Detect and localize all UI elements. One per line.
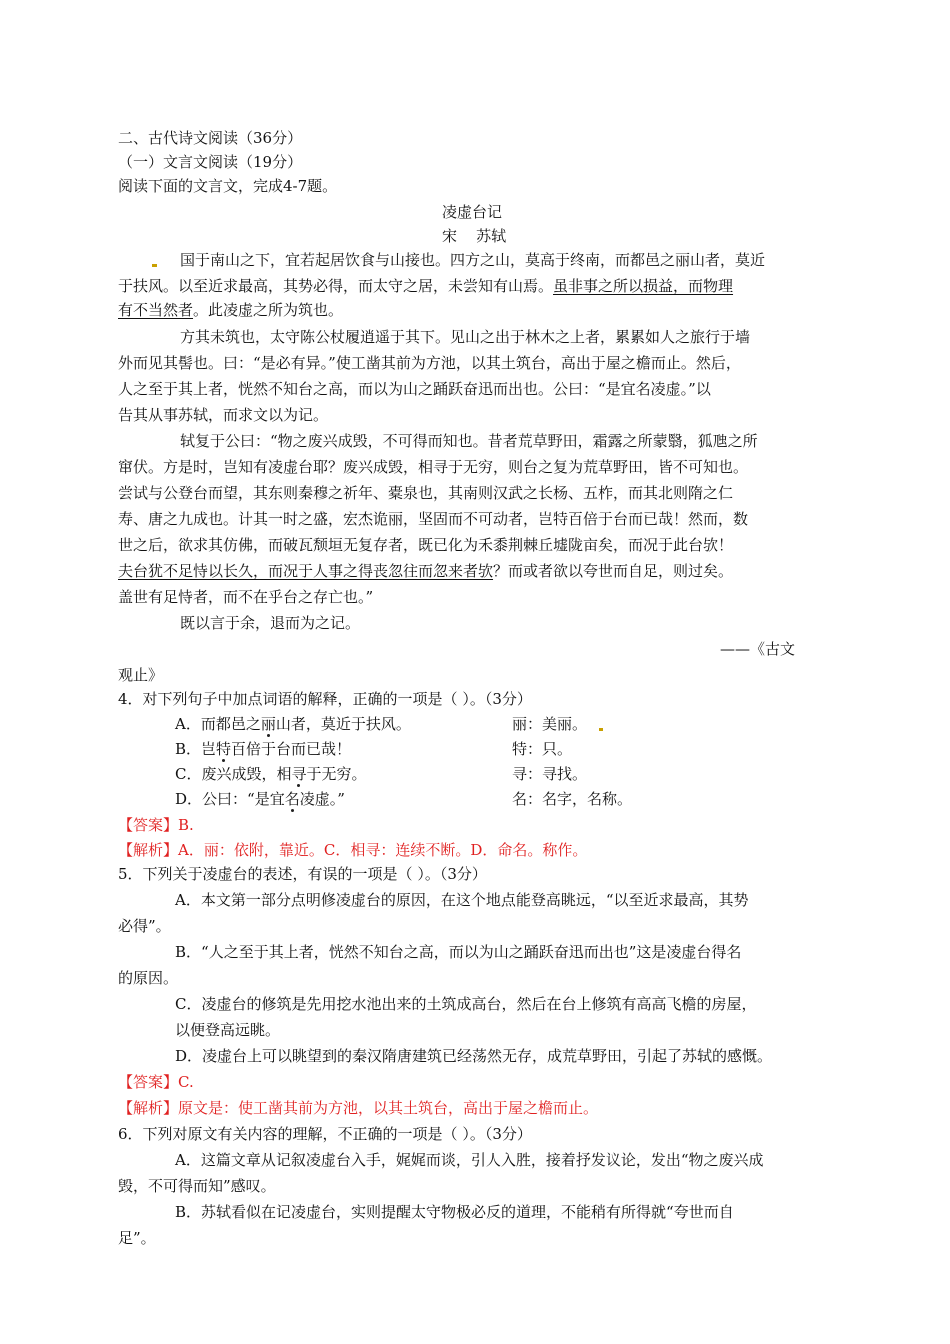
section-heading: 二、古代诗文阅读（36分）: [118, 129, 303, 147]
passage-line: 国于南山之下，宜若起居饮食与山接也。四方之山，莫高于终南，而都邑之丽山者，莫近: [180, 251, 766, 269]
passage-line: 方其未筑也，太守陈公杖履逍遥于其下。见山之出于林木之上者，累累如人之旅行于墙: [180, 328, 751, 346]
passage-line: 外而见其髻也。曰：“是必有异。”使工凿其前为方池，以其土筑台，高出于屋之檐而止。然后，: [118, 354, 741, 372]
answer-line: [118, 1070, 194, 1094]
passage-line: [118, 559, 733, 583]
passage-line: 盖世有足恃者，而不在乎台之存亡也。”: [118, 588, 374, 606]
answer-value: B.: [178, 816, 194, 834]
answer-tag: 【答案】: [118, 1073, 179, 1091]
analysis-line: [118, 1096, 598, 1120]
passage-line: 轼复于公曰：“物之废兴成毁，不可得而知也。昔者荒草野田，霜露之所蒙翳，狐虺之所: [180, 432, 758, 450]
passage-author: 宋 苏轼: [442, 227, 507, 245]
answer-value: C.: [178, 1073, 194, 1091]
annotation-mark: [599, 728, 603, 731]
option-b: [175, 737, 351, 761]
passage-line: [118, 274, 733, 298]
analysis-text: A．丽：依附，靠近。C．相寻：连续不断。D．命名。称作。: [178, 841, 588, 859]
underlined-sentence: 夫台犹不足恃以长久，而况于人事之得丧忽往而忽来者欤: [118, 562, 494, 580]
option-b-gloss: 特：只。: [512, 740, 573, 758]
option-line: 以便登高远眺。: [175, 1021, 281, 1039]
passage-line: 既以言于余，退而为之记。: [180, 614, 361, 632]
passage-line: 寿、唐之九成也。计其一时之盛，宏杰诡丽，坚固而不可动者，岂特百倍于台而已哉！然而，数: [118, 510, 749, 528]
passage-source: 观止》: [118, 666, 164, 684]
answer-tag: 【答案】: [118, 816, 179, 834]
section-subheading: （一）文言文阅读（19分）: [118, 153, 303, 171]
option-text: C．废兴成毁，相: [175, 765, 292, 783]
option-line: B．“人之至于其上者，恍然不知台之高，而以为山之踊跃奋迅而出也”这是凌虚台得名: [175, 943, 742, 961]
dotted-word: 丽: [260, 715, 276, 733]
option-text: B．岂: [175, 740, 217, 758]
option-line: 足”。: [118, 1229, 156, 1247]
question-stem: 4．对下列句子中加点词语的解释，正确的一项是（ ）。（3分）: [118, 690, 532, 708]
option-line: B．苏轼看似在记凌虚台，实则提醒太守物极必反的道理，不能稍有所得就“夸世而自: [175, 1203, 734, 1221]
annotation-mark: [152, 264, 157, 267]
option-c: [175, 762, 367, 786]
option-d: [175, 787, 345, 811]
passage-line: 窜伏。方是时，岂知有凌虚台耶？废兴成毁，相寻于无穷，则台之复为荒草野田，皆不可知也。: [118, 458, 749, 476]
option-text: A．而都邑之: [175, 715, 261, 733]
analysis-line: [118, 838, 587, 862]
passage-line: 世之后，欲求其仿佛，而破瓦颓垣无复存者，既已化为禾黍荆棘丘墟陇亩矣，而况于此台欤！: [118, 536, 734, 554]
option-text: 凌虚。”: [299, 790, 345, 808]
passage-line: [118, 298, 343, 322]
option-text: 百倍于台而已哉！: [231, 740, 352, 758]
underlined-sentence: 有不当然者: [118, 301, 194, 319]
option-text: 山者，莫近于扶风。: [275, 715, 411, 733]
passage-source: ——《古文: [720, 640, 796, 658]
dotted-word: 寻: [291, 765, 307, 783]
option-a-gloss: 丽：美丽。: [512, 715, 588, 733]
option-d-gloss: 名：名字，名称。: [512, 790, 633, 808]
question-stem: 5．下列关于凌虚台的表述，有误的一项是（ ）。（3分）: [118, 865, 487, 883]
dotted-word: 特: [216, 740, 232, 758]
option-c-gloss: 寻：寻找。: [512, 765, 588, 783]
option-line: A．这篇文章从记叙凌虚台入手，娓娓而谈，引人入胜，接着抒发议论，发出“物之废兴成: [175, 1151, 764, 1169]
option-line: 必得”。: [118, 917, 171, 935]
option-a: [175, 712, 411, 736]
answer-line: [118, 813, 194, 837]
passage-text: 于扶风。以至近求最高，其势必得，而太守之居，未尝知有山焉。: [118, 277, 554, 295]
underlined-sentence: 虽非事之所以损益，而物理: [553, 277, 734, 295]
option-line: C．凌虚台的修筑是先用挖水池出来的土筑成高台，然后在台上修筑有高高飞檐的房屋，: [175, 995, 757, 1013]
option-line: 的原因。: [118, 969, 179, 987]
passage-line: 告其从事苏轼，而求文以为记。: [118, 406, 329, 424]
option-text: D．公曰：“是宜: [175, 790, 285, 808]
option-line: 毁，不可得而知”感叹。: [118, 1177, 276, 1195]
option-text: 于无穷。: [306, 765, 367, 783]
option-line: D．凌虚台上可以眺望到的秦汉隋唐建筑已经荡然无存，成荒草野田，引起了苏轼的感慨。: [175, 1047, 773, 1065]
option-line: A．本文第一部分点明修凌虚台的原因，在这个地点能登高眺远，“以至近求最高，其势: [175, 891, 749, 909]
passage-text: ？而或者欲以夸世而自足，则过矣。: [493, 562, 734, 580]
analysis-tag: 【解析】: [118, 1099, 179, 1117]
passage-line: 尝试与公登台而望，其东则秦穆之祈年、橐泉也，其南则汉武之长杨、五柞，而其北则隋之仁: [118, 484, 734, 502]
passage-text: 。此凌虚之所为筑也。: [193, 301, 344, 319]
analysis-text: 原文是：使工凿其前为方池，以其土筑台，高出于屋之檐而止。: [178, 1099, 599, 1117]
dotted-word: 名: [284, 790, 300, 808]
instruction-text: 阅读下面的文言文，完成4-7题。: [118, 177, 338, 195]
passage-line: 人之至于其上者，恍然不知台之高，而以为山之踊跃奋迅而出也。公曰：“是宜名凌虚。”以: [118, 380, 711, 398]
analysis-tag: 【解析】: [118, 841, 179, 859]
question-stem: 6．下列对原文有关内容的理解，不正确的一项是（ ）。（3分）: [118, 1125, 532, 1143]
passage-title: 凌虚台记: [442, 203, 503, 221]
